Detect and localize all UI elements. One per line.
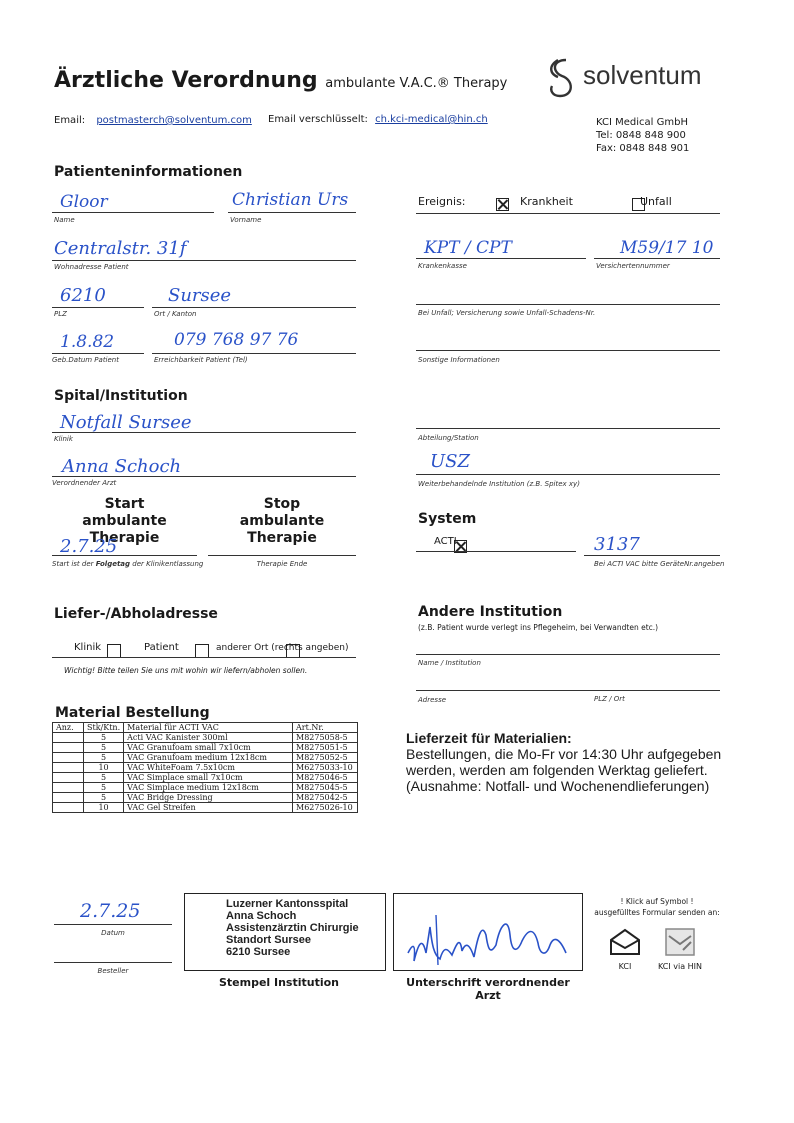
plz-line [52,307,144,308]
liefer-klinik-label: Klinik [74,642,102,653]
abteilung-line [416,428,720,429]
envelope-hin-icon[interactable] [665,928,695,956]
cell-material: Acti VAC Kanister 300ml [124,733,293,743]
andere-hint: (z.B. Patient wurde verlegt ins Pflegeheim, bei Verwandten etc.) [418,623,659,632]
vorname-label: Vorname [230,216,262,224]
weiter-label: Weiterbehandelnde Institution (z.B. Spitex xy) [418,480,580,488]
plz-value: 6210 [60,285,106,306]
adresse-line [52,260,356,261]
adresse-value: Centralstr. 31f [54,238,187,259]
email-enc-row [268,114,488,125]
table-row [53,803,358,813]
cell-stk: 10 [84,763,124,773]
andere-adresse-line [416,690,720,691]
name-value: Gloor [60,192,108,212]
cell-material: VAC Simplace medium 12x18cm [124,783,293,793]
signature-icon [400,905,576,971]
stop-heading-1: Stop [263,496,301,512]
table-row [53,743,358,753]
lieferzeit-block [406,730,721,794]
weiter-value: USZ [430,451,471,472]
arzt-value: Anna Schoch [62,456,182,477]
geb-label: Geb.Datum Patient [52,356,119,364]
cell-stk: 5 [84,783,124,793]
cell-anz [53,783,84,793]
datum-label: Datum [101,929,125,937]
email-row [54,115,252,126]
cell-material: VAC Granufoam medium 12x18cm [124,753,293,763]
liefer-klinik-checkbox[interactable] [107,644,121,658]
solventum-logo-icon [544,56,580,100]
brand-name: solventum [583,60,702,90]
cell-anz [53,733,84,743]
weiter-line [416,474,720,475]
email-enc-label: Email verschlüsselt: [268,114,368,125]
cell-artnr: M8275045-5 [293,783,358,793]
andere-name-label: Name / Institution [418,659,481,667]
table-row [53,753,358,763]
cell-stk: 5 [84,733,124,743]
cell-artnr: M6275026-10 [293,803,358,813]
besteller-line [54,962,172,963]
ort-line [152,307,356,308]
stempel-label: Stempel Institution [218,976,340,989]
ereignis-line [416,213,720,214]
geraet-value: 3137 [594,534,640,555]
material-heading: Material Bestellung [55,705,210,721]
arzt-label: Verordnender Arzt [52,479,117,487]
company-tel: Tel: 0848 848 900 [596,130,686,141]
cell-artnr: M8275051-5 [293,743,358,753]
email-label: Email: [54,115,86,126]
vorname-line [228,212,356,213]
cell-artnr: M8275058-5 [293,733,358,743]
cell-artnr: M6275033-10 [293,763,358,773]
system-line [416,551,576,552]
cell-stk: 5 [84,743,124,753]
name-label: Name [54,216,75,224]
cell-stk: 5 [84,753,124,763]
table-row [53,773,358,783]
col-artnr: Art.Nr. [293,723,358,733]
kcihin-label: KCI via HIN [657,962,703,971]
cell-stk: 10 [84,803,124,813]
unfall-info-label: Bei Unfall; Versicherung sowie Unfall-Schadens-Nr. [418,309,596,317]
start-heading-1: Start [104,496,145,512]
unterschrift-label: Unterschrift verordnender Arzt [406,976,570,1002]
abteilung-label: Abteilung/Station [418,434,479,442]
versnr-label: Versichertennummer [596,262,670,270]
liefer-patient-checkbox[interactable] [195,644,209,658]
title-main: Ärztliche Verordnung [54,68,318,93]
geb-value: 1.8.82 [60,332,115,352]
table-row [53,783,358,793]
email-link[interactable]: postmasterch@solventum.com [96,115,252,126]
versnr-line [594,258,720,259]
company-name: KCI Medical GmbH [596,117,688,128]
klinik-line [52,432,356,433]
cell-anz [53,743,84,753]
lieferzeit-heading: Lieferzeit für Materialien: [406,730,572,746]
cell-artnr: M8275042-5 [293,793,358,803]
cell-stk: 5 [84,773,124,783]
lieferzeit-line2: werden, werden am folgenden Werktag geliefert. [406,762,708,778]
material-table [52,722,358,813]
title-sub: ambulante V.A.C.® Therapy [325,76,508,91]
liefer-anderer-label: anderer Ort (rechts angeben) [216,643,349,653]
kasse-label: Krankenkasse [418,262,467,270]
email-enc-link[interactable]: ch.kci-medical@hin.ch [375,114,488,125]
vorname-value: Christian Urs [232,190,349,210]
start-heading-2: ambulante Therapie [82,513,167,546]
name-line [52,212,214,213]
unfall-label: Unfall [640,195,672,208]
kci-label: KCI [618,962,632,971]
cell-anz [53,773,84,783]
table-row [53,733,358,743]
col-material: Material für ACTI VAC [124,723,293,733]
cell-artnr: M8275052-5 [293,753,358,763]
tel-line [152,353,356,354]
cell-material: VAC Gel Streifen [124,803,293,813]
adresse-label: Wohnadresse Patient [54,263,129,271]
geraet-label: Bei ACTI VAC bitte GeräteNr.angeben [594,560,725,568]
tel-value: 079 768 97 76 [174,330,299,350]
datum-line [54,924,172,925]
geb-line [52,353,144,354]
table-row [53,763,358,773]
cell-stk: 5 [84,793,124,803]
sonstige-label: Sonstige Informationen [418,356,500,364]
tel-label: Erreichbarkeit Patient (Tel) [154,356,248,364]
cell-material: VAC WhiteFoam 7.5x10cm [124,763,293,773]
stop-line [208,555,356,556]
liefer-patient-label: Patient [144,642,179,653]
klinik-label: Klinik [54,435,73,443]
spital-heading: Spital/Institution [54,388,188,404]
cell-anz [53,763,84,773]
lieferzeit-line1: Bestellungen, die Mo-Fr vor 14:30 Uhr aufgegeben [406,746,722,762]
stop-heading [208,496,356,547]
andere-heading: Andere Institution [418,604,563,620]
start-label: Start ist der Folgetag der Klinikentlassung [52,560,204,568]
envelope-open-icon[interactable] [609,928,641,956]
unfall-info-line [416,304,720,305]
cell-anz [53,793,84,803]
datum-value: 2.7.25 [80,900,141,922]
cell-material: VAC Granufoam small 7x10cm [124,743,293,753]
cell-material: VAC Simplace small 7x10cm [124,773,293,783]
patient-heading: Patienteninformationen [54,164,243,180]
versnr-value: M59/17 10 [620,238,714,258]
geraet-line [584,555,720,556]
acti-label: ACTI [434,536,457,547]
cell-anz [53,753,84,763]
ereignis-label: Ereignis: [418,195,466,208]
andere-name-line [416,654,720,655]
stop-heading-2: ambulante Therapie [239,513,325,546]
cell-artnr: M8275046-5 [293,773,358,783]
krankheit-checkbox[interactable] [496,198,509,211]
liefer-hinweis: Wichtig! Bitte teilen Sie uns mit wohin wir liefern/abholen sollen. [64,666,308,675]
besteller-label: Besteller [97,967,129,975]
liefer-line [52,657,356,658]
liefer-heading: Liefer-/Abholadresse [54,606,218,622]
plz-label: PLZ [54,310,67,318]
table-row [53,793,358,803]
krankheit-label: Krankheit [520,195,573,208]
page-title [54,68,507,93]
company-info [596,116,689,155]
start-value: 2.7.25 [60,536,118,557]
andere-plz-label: PLZ / Ort [594,695,625,703]
send-hint: ! Klick auf Symbol ! ausgefülltes Formular senden an: [594,897,720,917]
company-fax: Fax: 0848 848 901 [596,143,690,154]
ort-label: Ort / Kanton [154,310,197,318]
sonstige-line [416,350,720,351]
ort-value: Sursee [168,285,232,306]
cell-material: VAC Bridge Dressing [124,793,293,803]
klinik-value: Notfall Sursee [60,412,192,433]
cell-anz [53,803,84,813]
kasse-value: KPT / CPT [424,238,512,258]
col-anz: Anz. [53,723,84,733]
ende-label: Therapie Ende [256,560,308,568]
col-stk: Stk/Ktn. [84,723,124,733]
andere-adresse-label: Adresse [418,696,447,704]
start-line [52,555,197,556]
lieferzeit-line3: (Ausnahme: Notfall- und Wochenendlieferungen) [406,778,710,794]
system-heading: System [418,511,477,527]
arzt-line [52,476,356,477]
material-header-row [53,723,358,733]
kasse-line [416,258,586,259]
stamp-text: Luzerner Kantonsspital Anna Schoch Assistenzärztin Chirurgie Standort Sursee 6210 Sursee [226,898,359,958]
